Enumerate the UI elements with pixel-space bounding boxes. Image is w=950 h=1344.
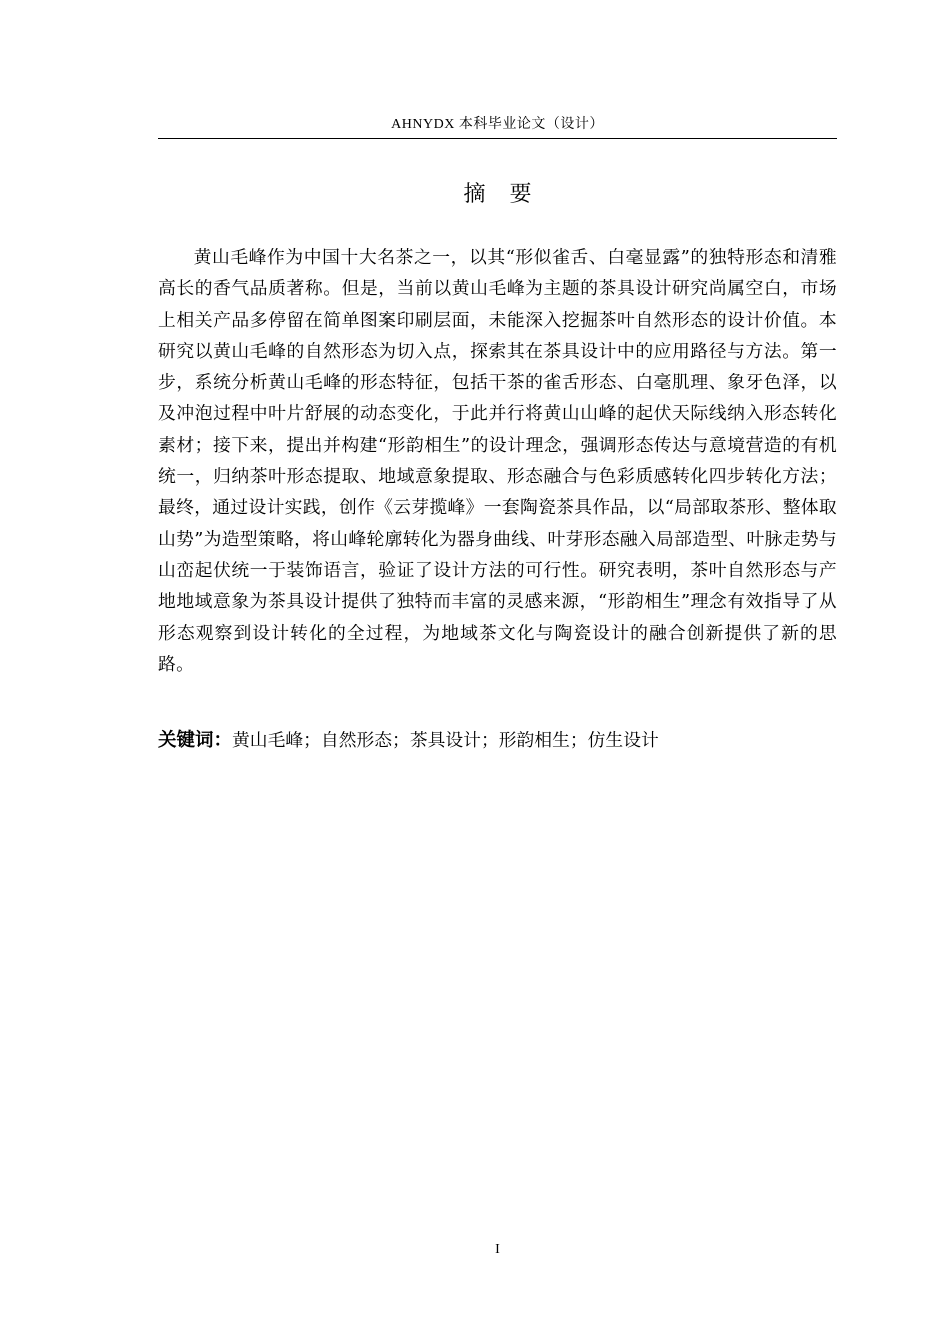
- keywords-value: 黄山毛峰；自然形态；茶具设计；形韵相生；仿生设计: [232, 730, 659, 751]
- keywords-line: [158, 726, 837, 756]
- abstract-body: 黄山毛峰作为中国十大名茶之一，以其“形似雀舌、白毫显露”的独特形态和清雅高长的香气品质著称。但是，当前以黄山毛峰为主题的茶具设计研究尚属空白，市场上相关产品多停留在简单图案印刷层面，未能深入挖掘茶叶自然形态的设计价值。本研究以黄山毛峰的自然形态为切入点，探索其在茶具设计中的应用路径与方法。第一步，系统分析黄山毛峰的形态特征，包括干茶的雀舌形态、白毫肌理、象牙色泽，以及冲泡过程中叶片舒展的动态变化，于此并行将黄山山峰的起伏天际线纳入形态转化素材；接下来，提出并构建“形韵相生”的设计理念，强调形态传达与意境营造的有机统一，归纳茶叶形态提取、地域意象提取、形态融合与色彩质感转化四步转化方法；最终，通过设计实践，创作《云芽揽峰》一套陶瓷茶具作品，以“局部取茶形、整体取山势”为造型策略，将山峰轮廓转化为器身曲线、叶芽形态融入局部造型、叶脉走势与山峦起伏统一于装饰语言，验证了设计方法的可行性。研究表明，茶叶自然形态与产地地域意象为茶具设计提供了独特而丰富的灵感来源，“形韵相生”理念有效指导了从形态观察到设计转化的全过程，为地域茶文化与陶瓷设计的融合创新提供了新的思路。: [158, 247, 837, 675]
- page-title: 摘要: [463, 182, 556, 207]
- keywords-label: 关键词：: [158, 730, 233, 751]
- page-number: I: [495, 1242, 500, 1257]
- running-header: AHNYDX 本科毕业论文（设计）: [391, 117, 604, 132]
- header-rule: [158, 138, 837, 139]
